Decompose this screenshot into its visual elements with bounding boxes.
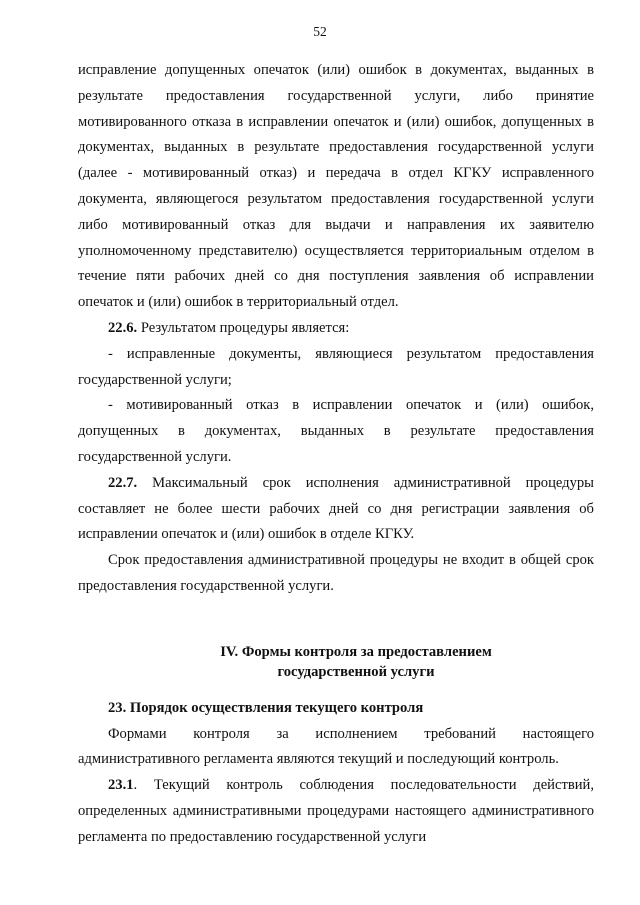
clause-number: 23.1: [108, 777, 134, 794]
document-body: [78, 58, 594, 851]
section-heading-line2: государственной услуги: [277, 663, 435, 680]
section-heading-line1: IV. Формы контроля за предоставлением: [220, 643, 492, 660]
clause-number: 22.7.: [108, 474, 138, 491]
subsection-heading: [78, 696, 594, 722]
paragraph-text: Результатом процедуры является:: [137, 319, 350, 336]
paragraph-text: Максимальный срок исполнения административной процедуры составляет не более шести рабочих дней со дня регистрации заявления об исправлении опечаток и (или) ошибок в отделе КГКУ.: [78, 474, 594, 543]
clause-number: 22.6.: [108, 319, 138, 336]
page-number: 52: [313, 24, 327, 39]
paragraph-22-6: [78, 316, 594, 342]
paragraph: Срок предоставления административной процедуры не входит в общей срок предоставления государственной услуги.: [78, 552, 594, 594]
list-item: - исправленные документы, являющиеся результатом предоставления государственной услуги;: [78, 345, 594, 388]
paragraph: Формами контроля за исполнением требований настоящего административного регламента являются текущий и последующий контроль.: [78, 725, 594, 768]
paragraph-22-7: [78, 471, 594, 548]
paragraph-text: . Текущий контроль соблюдения последовательности действий, определенных административными процедурами настоящего административного регламента по предоставлению государственной услуги: [78, 777, 594, 845]
list-item: - мотивированный отказ в исправлении опечаток и (или) ошибок, допущенных в документах, выданных в результате предоставления государственной услуги.: [78, 397, 594, 465]
paragraph-23-1: [78, 773, 594, 850]
paragraph-continuation: исправление допущенных опечаток (или) ошибок в документах, выданных в результате предоставления государственной услуги, либо принятие мотивированного отказа в исправлении опечаток и (или) ошибок, допущенных в документах, выданных в результате предоставления государственной услуги (далее - мотивированный отказ) и передача в отдел КГКУ исправленного документа, являющегося результатом предоставления государственной услуги либо мотивированный отказ для выдачи и направления их заявителю уполномоченному представителю) осуществляется территориальным отделом в течение пяти рабочих дней со дня поступления заявления об исправлении опечаток и (или) ошибок в территориальный отдел.: [78, 62, 594, 311]
subsection-title: 23. Порядок осуществления текущего контроля: [108, 699, 424, 716]
